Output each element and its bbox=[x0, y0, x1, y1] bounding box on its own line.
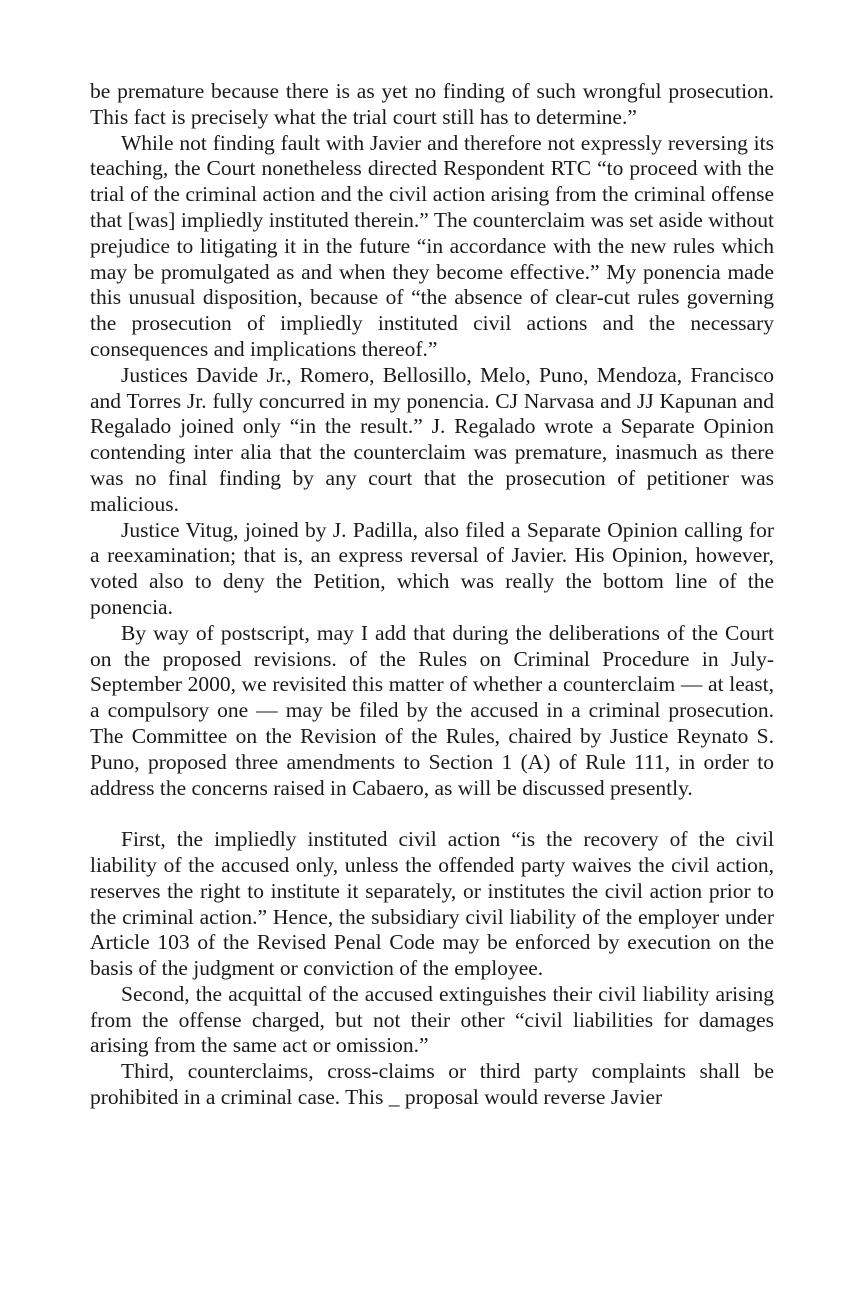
document-page bbox=[90, 79, 774, 1111]
paragraph-first-amendment: First, the impliedly instituted civil action “is the recovery of the civil liability of the accused only, unless the offended party waives the civil action, reserves the right to institute it separately, or institutes the civil action prior to the criminal action.” Hence, the subsidiary civil liability of the employer under Article 103 of the Revised Penal Code may be enforced by execution on the basis of the judgment or conviction of the employee. bbox=[90, 827, 774, 981]
paragraph-javier-disposition: While not finding fault with Javier and therefore not expressly reversing its teaching, the Court nonetheless directed Respondent RTC “to proceed with the trial of the criminal action and the civil action arising from the criminal offense that [was] impliedly instituted therein.” The counterclaim was set aside without prejudice to litigating it in the future “in accordance with the new rules which may be promulgated as and when they become effective.” My ponencia made this unusual disposition, because of “the absence of clear-cut rules governing the prosecution of impliedly instituted civil actions and the necessary consequences and implications thereof.” bbox=[90, 130, 774, 361]
paragraph-second-amendment: Second, the acquittal of the accused extinguishes their civil liability arising from the offense charged, but not their other “civil liabilities for damages arising from the same act or omission.” bbox=[90, 981, 774, 1058]
paragraph-third-amendment: Third, counterclaims, cross-claims or third party complaints shall be prohibited in a criminal case. This _ proposal would reverse Javier bbox=[90, 1059, 774, 1110]
paragraph-postscript: By way of postscript, may I add that during the deliberations of the Court on the proposed revisions. of the Rules on Criminal Procedure in July-September 2000, we revisited this matter of whether a counterclaim — at least, a compulsory one — may be filed by the accused in a criminal prosecution. The Committee on the Revision of the Rules, chaired by Justice Reynato S. Puno, proposed three amendments to Section 1 (A) of Rule 111, in order to address the concerns raised in Cabaero, as will be discussed presently. bbox=[90, 620, 774, 800]
paragraph-spacer bbox=[90, 801, 774, 827]
paragraph-concurrences: Justices Davide Jr., Romero, Bellosillo, Melo, Puno, Mendoza, Francisco and Torres Jr. fully concurred in my ponencia. CJ Narvasa and JJ Kapunan and Regalado joined only “in the result.” J. Regalado wrote a Separate Opinion contending inter alia that the counterclaim was premature, inasmuch as there was no final finding by any court that the prosecution of petitioner was malicious. bbox=[90, 362, 774, 516]
paragraph-continuation: be premature because there is as yet no finding of such wrongful prosecution. This fact is precisely what the trial court still has to determine.” bbox=[90, 79, 774, 129]
paragraph-vitug-opinion: Justice Vitug, joined by J. Padilla, also filed a Separate Opinion calling for a reexamination; that is, an express reversal of Javier. His Opinion, however, voted also to deny the Petition, which was really the bottom line of the ponencia. bbox=[90, 517, 774, 619]
